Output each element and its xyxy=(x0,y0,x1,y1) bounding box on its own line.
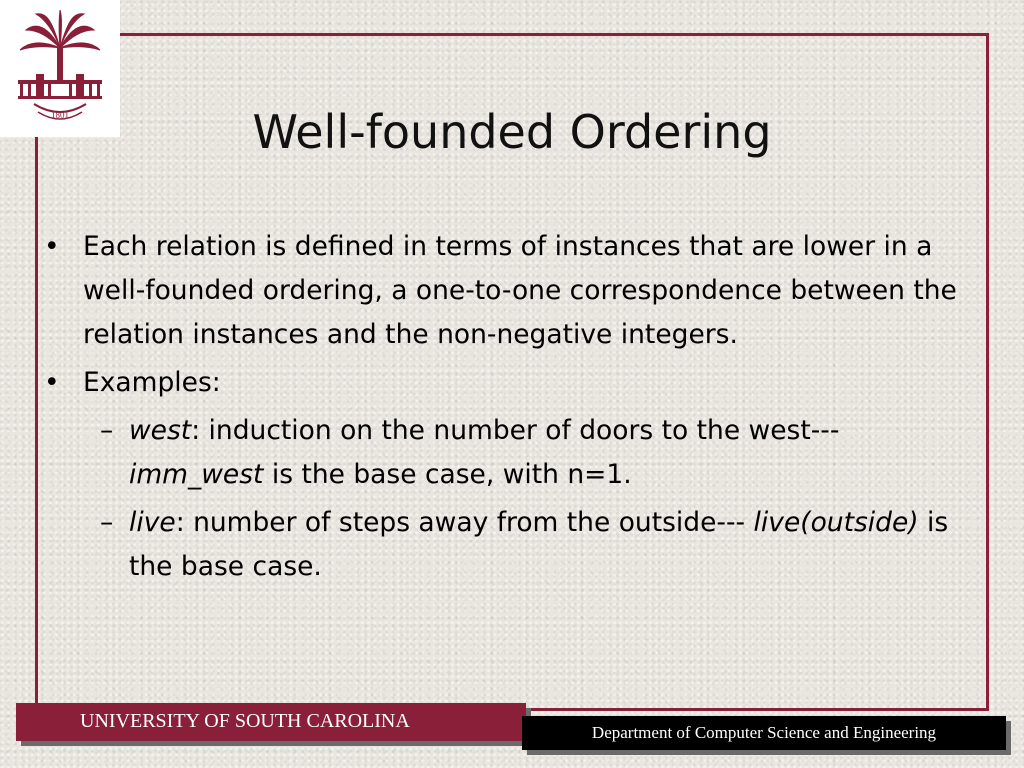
footer-department: Department of Computer Science and Engineering xyxy=(522,716,1006,750)
footer-university: UNIVERSITY OF SOUTH CAROLINA xyxy=(16,703,526,741)
bullet-item xyxy=(44,361,974,405)
term-live-outside: live(outside) xyxy=(753,507,919,538)
bullet-item xyxy=(44,225,974,357)
bullet-text: Each relation is defined in terms of instances that are lower in a well-founded ordering, a one-to-one correspondence between the relation instances and the non-negative integers. xyxy=(83,231,957,350)
term-west: west xyxy=(129,415,192,446)
sub-bullet-text: is the base case. xyxy=(129,507,949,582)
bullet-marker: • xyxy=(44,367,60,398)
slide-title: Well-founded Ordering xyxy=(252,105,772,159)
sub-bullet-text: : number of steps away from the outside--- xyxy=(175,507,746,538)
bullet-marker: • xyxy=(44,231,60,262)
sub-bullet-text: : induction on the number of doors to the west--- xyxy=(191,415,840,446)
sub-bullet-item xyxy=(44,409,974,497)
term-imm-west: imm_west xyxy=(129,459,264,490)
bullet-text: Examples: xyxy=(83,367,221,398)
sub-bullet-marker: – xyxy=(100,507,114,538)
term-live: live xyxy=(129,507,176,538)
sub-bullet-text: is the base case, with n=1. xyxy=(263,459,632,490)
slide-body xyxy=(44,225,974,593)
svg-text:1801: 1801 xyxy=(51,110,69,120)
sub-bullet-marker: – xyxy=(100,415,114,446)
sub-bullet-item xyxy=(44,501,974,589)
